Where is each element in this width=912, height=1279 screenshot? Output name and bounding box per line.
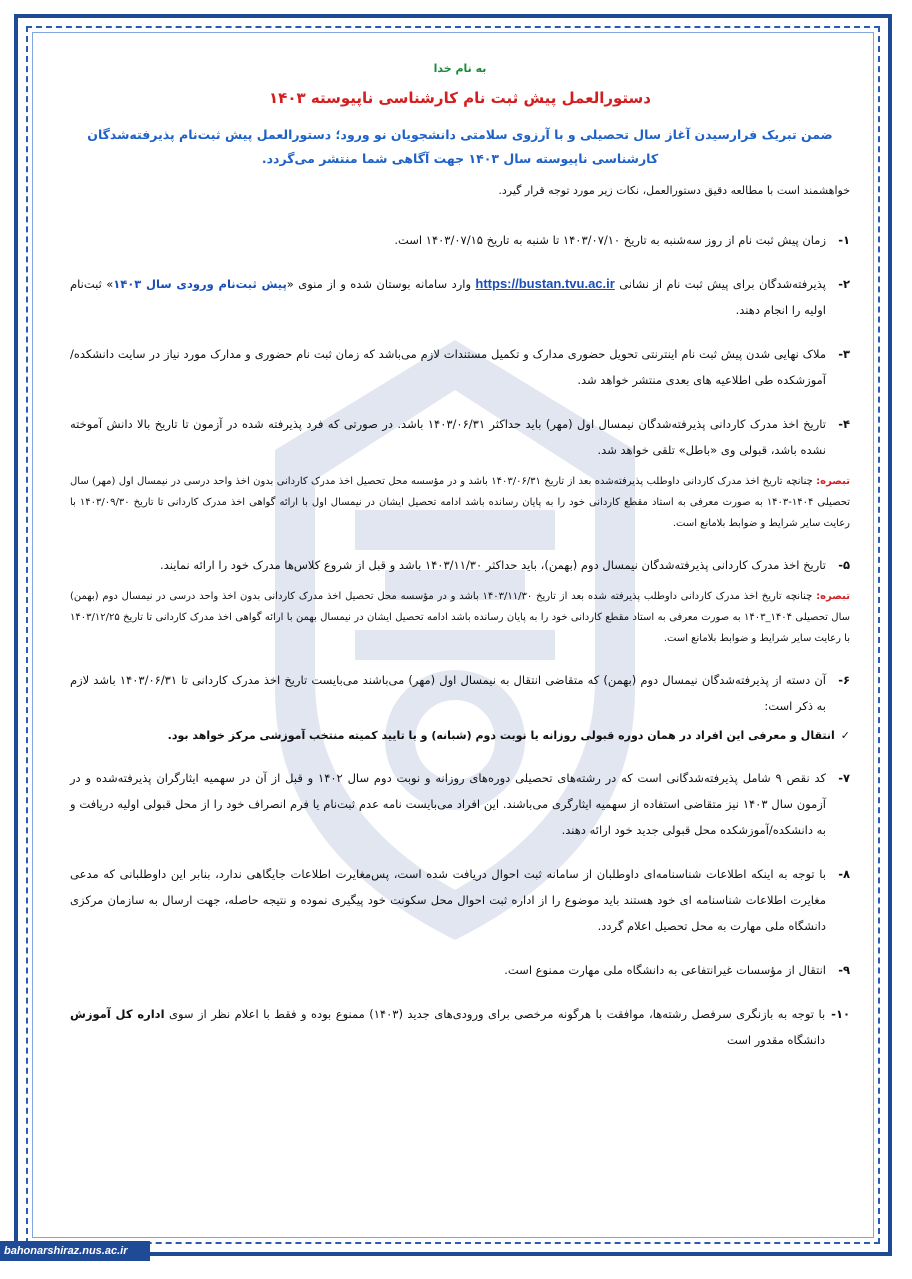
list-item-9 bbox=[70, 957, 850, 983]
list-item-7 bbox=[70, 765, 850, 843]
office-name: اداره کل آموزش bbox=[70, 1007, 165, 1021]
item-number: ۱۰- bbox=[831, 1007, 850, 1021]
bustan-link[interactable]: https://bustan.tvu.ac.ir bbox=[475, 276, 615, 291]
item-text: پذیرفته‌شدگان برای پیش ثبت نام از نشانی https://bustan.tvu.ac.ir وارد سامانه بوستان شده و از منوی «پیش ثبت‌نام ورودی سال ۱۴۰۳» ثبت‌نام اولیه را انجام دهند. bbox=[70, 276, 826, 317]
list-item-2 bbox=[70, 271, 850, 323]
note-label: تبصره: bbox=[816, 476, 850, 487]
checkmark-icon: ✓ bbox=[840, 729, 850, 742]
item-text: ملاک نهایی شدن پیش ثبت نام اینترنتی تحویل حضوری مدارک و تکمیل مستندات لازم می‌باشد که زمان ثبت نام حضوری و مدارک مورد نیاز در سایت دانشکده/آموزشکده طی اطلاعیه های بعدی منتشر خواهد شد. bbox=[70, 347, 826, 387]
item-text: با توجه به اینکه اطلاعات شناسنامه‌ای داوطلبان از سامانه ثبت احوال دریافت شده است، پس‌مغایرت اطلاعات جایگاهی ندارد، بنابر این داوطلبانی که مدعی مغایرت اطلاعات شناسنامه ای خود هستند باید موضوع را از اداره ثبت احوال محل سکونت خود پیگیری نموده و نتیجه حاصله، جهت ارسال به سازمان مرکزی دانشگاه ملی مهارت به محل تحصیل اعلام گردد. bbox=[70, 867, 826, 933]
instructions-note: خواهشمند است با مطالعه دقیق دستورالعمل، نکات زیر مورد توجه قرار گیرد. bbox=[498, 184, 850, 197]
list-item-8 bbox=[70, 861, 850, 939]
page-title: دستورالعمل پیش ثبت نام کارشناسی ناپیوسته ۱۴۰۳ bbox=[269, 89, 651, 107]
note-text: چنانچه تاریخ اخذ مدرک کاردانی داوطلب پذیرفته‌شده بعد از تاریخ ۱۴۰۳/۰۶/۳۱ باشد و در مؤسسه محل تحصیل اخذ مدرک کاردانی بدون اخذ واحد درسی در نیمسال اول (مهر) سال تحصیلی ۱۴۰۴-۱۴۰۳ به صورت معرفی به استاد مقطع کاردانی خود را به پایان رسانده باشد ادامه تحصیل ایشان در نیمسال اول با ارائه گواهی اخذ مدرک کاردانی تا تاریخ ۱۴۰۳/۰۹/۳۰ با رعایت سایر شرایط و ضوابط بلامانع است. bbox=[70, 476, 850, 529]
item-number: ۷- bbox=[838, 771, 850, 785]
item-number: ۲- bbox=[838, 277, 850, 291]
list-item-1 bbox=[70, 227, 850, 253]
item-number: ۳- bbox=[838, 347, 850, 361]
item-text: تاریخ اخذ مدرک کاردانی پذیرفته‌شدگان نیمسال اول (مهر) باید حداکثر ۱۴۰۳/۰۶/۳۱ باشد. در صورتی که فرد پذیرفته شده در آزمون تا تاریخ بالا دانش آموخته نشده باشد، قبولی وی «باطل» تلقی خواهد شد. bbox=[70, 417, 826, 457]
document-body bbox=[70, 62, 850, 1071]
note-4 bbox=[70, 471, 850, 534]
note-label: تبصره: bbox=[816, 591, 850, 602]
item-text: کد نقص ۹ شامل پذیرفته‌شدگانی است که در رشته‌های تحصیلی دوره‌های روزانه و نوبت دوم سال ۱۴۰۲ و قبل از آن در سهمیه ایثارگران پذیرفته‌شده و در آزمون سال ۱۴۰۳ نیز متقاضی استفاده از سهمیه ایثارگری می‌باشند. این افراد می‌بایست نامه عدم ثبت‌نام یا فرم انصراف خود را از محل قبولی اولیه دریافت و به دانشکده/آموزشکده محل قبولی جدید خود ارائه دهند. bbox=[70, 771, 826, 837]
list-item-6 bbox=[70, 667, 850, 719]
item-text: انتقال از مؤسسات غیرانتفاعی به دانشگاه ملی مهارت ممنوع است. bbox=[504, 963, 826, 977]
note-5 bbox=[70, 586, 850, 649]
bismillah: به نام خدا bbox=[433, 62, 487, 75]
intro-text: ضمن تبریک فرارسیدن آغاز سال تحصیلی و با آرزوی سلامتی دانشجویان نو ورود؛ دستورالعمل پیش ثبت‌نام پذیرفته‌شدگان کارشناسی ناپیوسته سال ۱۴۰۳ جهت آگاهی شما منتشر می‌گردد. bbox=[87, 127, 833, 166]
item-number: ۶- bbox=[838, 673, 850, 687]
list-item-10 bbox=[70, 1001, 850, 1053]
list-item-3 bbox=[70, 341, 850, 393]
note-text: چنانچه تاریخ اخذ مدرک کاردانی داوطلب پذیرفته شده بعد از تاریخ ۱۴۰۳/۱۱/۳۰ باشد و در مؤسسه محل تحصیل اخذ مدرک کاردانی بدون اخذ واحد درسی در نیمسال دوم (بهمن) سال تحصیلی ۱۴۰۴_۱۴۰۳ به صورت معرفی به استاد مقطع کاردانی خود را به پایان رسانده باشد ادامه تحصیل ایشان در نیمسال بهمن با ارائه گواهی اخذ مدرک کاردانی تا تاریخ ۱۴۰۳/۱۲/۲۵ با رعایت سایر شرایط و ضوابط بلامانع است. bbox=[70, 591, 850, 644]
item-text: آن دسته از پذیرفته‌شدگان نیمسال دوم (بهمن) که متقاضی انتقال به نیمسال اول (مهر) می‌باشند می‌بایست تاریخ اخذ مدرک کاردانی تا ۱۴۰۳/۰۶/۳۱ باشد لازم به ذکر است: bbox=[70, 673, 826, 713]
site-tag[interactable]: bahonarshiraz.nus.ac.ir bbox=[0, 1241, 150, 1261]
item-number: ۱- bbox=[838, 233, 850, 247]
item-text: با توجه به بازنگری سرفصل رشته‌ها، موافقت با هرگونه مرخصی برای ورودی‌های جدید (۱۴۰۳) ممنوع بوده و فقط با اعلام نظر از سوی اداره کل آموزش دانشگاه مقدور است bbox=[70, 1007, 826, 1047]
check-item bbox=[70, 725, 850, 747]
menu-name: پیش ثبت‌نام ورودی سال ۱۴۰۳ bbox=[113, 277, 287, 291]
item-text: تاریخ اخذ مدرک کاردانی پذیرفته‌شدگان نیمسال دوم (بهمن)، باید حداکثر ۱۴۰۳/۱۱/۳۰ باشد و قبل از شروع کلاس‌ها مدرک خود را ارائه نمایند. bbox=[160, 558, 826, 572]
item-number: ۸- bbox=[838, 867, 850, 881]
check-item-text: انتقال و معرفی این افراد در همان دوره قبولی روزانه یا نوبت دوم (شبانه) و با تایید کمیته منتخب آموزشی مرکز خواهد بود. bbox=[167, 729, 835, 742]
list-item-5 bbox=[70, 552, 850, 578]
item-number: ۹- bbox=[838, 963, 850, 977]
item-number: ۴- bbox=[838, 417, 850, 431]
item-text: زمان پیش ثبت نام از روز سه‌شنبه به تاریخ ۱۴۰۳/۰۷/۱۰ تا شنبه به تاریخ ۱۴۰۳/۰۷/۱۵ است. bbox=[394, 233, 826, 247]
item-number: ۵- bbox=[838, 558, 850, 572]
list-item-4 bbox=[70, 411, 850, 463]
